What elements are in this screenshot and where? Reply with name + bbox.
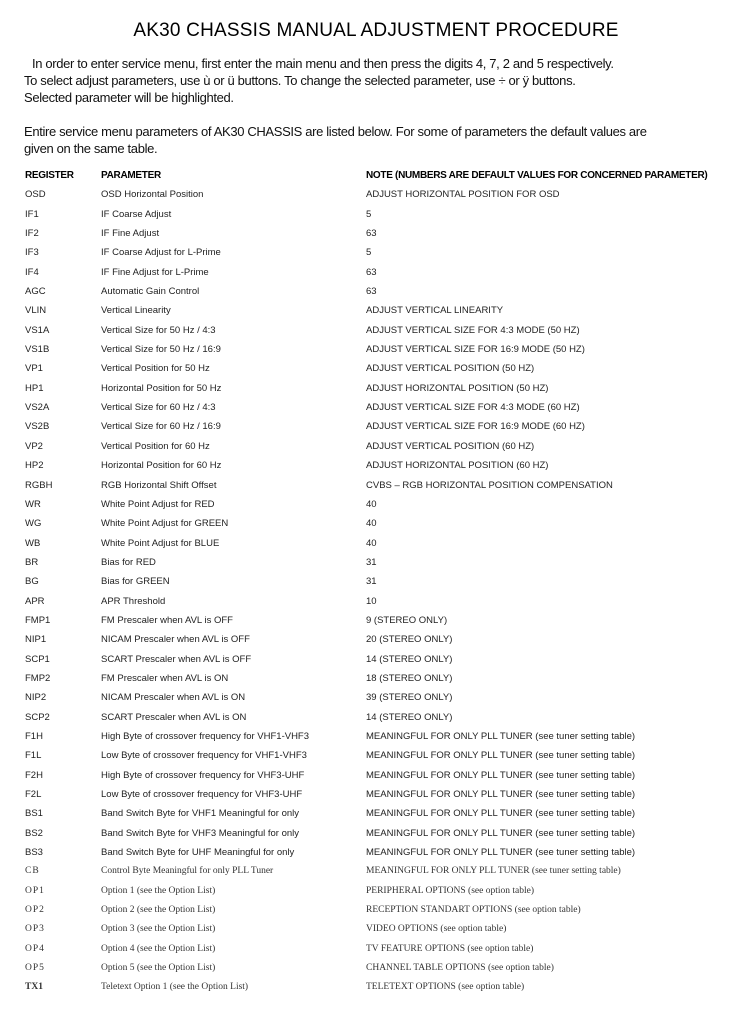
table-row	[0, 514, 752, 533]
parameter-cell: Option 4 (see the Option List)	[101, 943, 216, 954]
table-header-row	[0, 166, 752, 185]
note-cell: 40	[366, 498, 377, 510]
note-cell: 63	[366, 228, 377, 240]
parameter-cell: SCART Prescaler when AVL is OFF	[101, 653, 252, 665]
register-cell: HP1	[25, 382, 44, 394]
parameter-cell: NICAM Prescaler when AVL is ON	[101, 692, 246, 704]
register-cell: OP2	[25, 905, 45, 916]
register-cell: IF4	[25, 266, 39, 278]
table-row	[0, 708, 752, 727]
table-row	[0, 301, 752, 320]
parameter-cell: Vertical Size for 60 Hz / 16:9	[101, 421, 221, 433]
parameter-cell: White Point Adjust for RED	[101, 498, 215, 510]
parameter-cell: Option 5 (see the Option List)	[101, 963, 216, 974]
table-row	[0, 495, 752, 514]
register-cell: OP3	[25, 924, 45, 935]
parameter-cell: FM Prescaler when AVL is OFF	[101, 614, 233, 626]
register-cell: NIP2	[25, 692, 47, 704]
table-row	[0, 862, 752, 881]
register-cell: AGC	[25, 286, 46, 298]
note-cell: MEANINGFUL FOR ONLY PLL TUNER (see tuner setting table)	[366, 789, 636, 800]
register-cell: VS2A	[25, 402, 50, 414]
table-row	[0, 476, 752, 495]
table-row	[0, 572, 752, 591]
parameter-cell: Vertical Size for 50 Hz / 4:3	[101, 324, 216, 336]
register-cell: BS1	[25, 808, 43, 820]
register-cell: BG	[25, 576, 39, 588]
register-cell: VP2	[25, 440, 43, 452]
register-cell: FMP2	[25, 672, 51, 684]
register-cell: VP1	[25, 363, 43, 375]
table-row	[0, 727, 752, 746]
note-cell: ADJUST HORIZONTAL POSITION (50 HZ)	[366, 382, 549, 394]
parameter-cell: Automatic Gain Control	[101, 286, 200, 298]
parameter-cell: Band Switch Byte for VHF3 Meaningful for only	[101, 827, 300, 839]
parameter-cell: Option 2 (see the Option List)	[101, 905, 216, 916]
table-row	[0, 224, 752, 243]
register-cell: VS1B	[25, 344, 50, 356]
note-cell: ADJUST VERTICAL SIZE FOR 16:9 MODE (60 HZ)	[366, 421, 585, 433]
register-cell: SCP1	[25, 653, 50, 665]
parameter-cell: NICAM Prescaler when AVL is OFF	[101, 634, 250, 646]
note-cell: 14 (STEREO ONLY)	[366, 653, 453, 665]
table-row	[0, 437, 752, 456]
register-cell: OP5	[25, 963, 45, 974]
table-row	[0, 592, 752, 611]
table-row	[0, 901, 752, 920]
table-row	[0, 824, 752, 843]
register-cell: IF1	[25, 208, 39, 220]
note-cell: ADJUST VERTICAL SIZE FOR 4:3 MODE (50 HZ)	[366, 324, 580, 336]
register-cell: SCP2	[25, 711, 50, 723]
parameter-cell: RGB Horizontal Shift Offset	[101, 479, 217, 491]
table-row	[0, 804, 752, 823]
register-cell: BR	[25, 556, 39, 568]
page-title: AK30 CHASSIS MANUAL ADJUSTMENT PROCEDURE	[133, 20, 619, 41]
note-cell: VIDEO OPTIONS (see option table)	[366, 924, 507, 935]
table-row	[0, 243, 752, 262]
table-row	[0, 978, 752, 997]
note-cell: CHANNEL TABLE OPTIONS (see option table)	[366, 963, 554, 974]
intro-line-4: Entire service menu parameters of AK30 CHASSIS are listed below. For some of parameters the default values are	[24, 124, 647, 139]
parameter-cell: Band Switch Byte for VHF1 Meaningful for only	[101, 808, 300, 820]
register-cell: NIP1	[25, 634, 47, 646]
note-cell: MEANINGFUL FOR ONLY PLL TUNER (see tuner setting table)	[366, 769, 636, 781]
note-cell: 31	[366, 576, 377, 588]
table-row	[0, 379, 752, 398]
note-cell: 5	[366, 208, 372, 220]
table-row	[0, 205, 752, 224]
register-cell: OSD	[25, 189, 46, 201]
intro-line-1: In order to enter service menu, first enter the main menu and then press the digits 4, 7, 2 and 5 respectively.	[32, 56, 614, 71]
note-cell: 63	[366, 286, 377, 298]
table-row	[0, 340, 752, 359]
register-cell: WR	[25, 498, 41, 510]
parameter-cell: APR Threshold	[101, 595, 166, 607]
parameter-cell: Horizontal Position for 50 Hz	[101, 382, 222, 394]
parameter-cell: IF Fine Adjust	[101, 228, 160, 240]
note-cell: ADJUST VERTICAL SIZE FOR 4:3 MODE (60 HZ)	[366, 402, 580, 414]
note-cell: MEANINGFUL FOR ONLY PLL TUNER (see tuner setting table)	[366, 847, 636, 859]
table-row	[0, 959, 752, 978]
note-cell: 39 (STEREO ONLY)	[366, 692, 453, 704]
intro-line-2: To select adjust parameters, use ù or ü buttons. To change the selected parameter, use ÷ or ÿ buttons.	[24, 73, 576, 88]
table-row	[0, 359, 752, 378]
intro-line-3: Selected parameter will be highlighted.	[24, 90, 234, 105]
table-row	[0, 611, 752, 630]
note-cell: TV FEATURE OPTIONS (see option table)	[366, 943, 534, 954]
note-cell: 40	[366, 537, 377, 549]
register-cell: IF3	[25, 247, 39, 259]
parameter-cell: Low Byte of crossover frequency for VHF3-UHF	[101, 789, 303, 800]
header-parameter: PARAMETER	[101, 170, 161, 181]
parameter-cell: SCART Prescaler when AVL is ON	[101, 711, 247, 723]
parameter-cell: High Byte of crossover frequency for VHF3-UHF	[101, 769, 305, 781]
parameter-cell: Option 3 (see the Option List)	[101, 924, 216, 935]
parameter-cell: Horizontal Position for 60 Hz	[101, 460, 222, 472]
header-note: NOTE (NUMBERS ARE DEFAULT VALUES FOR CONCERNED PARAMETER)	[366, 170, 708, 181]
parameter-cell: White Point Adjust for BLUE	[101, 537, 220, 549]
table-row	[0, 669, 752, 688]
register-cell: CB	[25, 866, 40, 877]
header-register: REGISTER	[25, 170, 74, 181]
parameter-cell: Bias for RED	[101, 556, 156, 568]
note-cell: ADJUST VERTICAL LINEARITY	[366, 305, 504, 317]
table-row	[0, 263, 752, 282]
table-row	[0, 650, 752, 669]
table-row	[0, 630, 752, 649]
note-cell: ADJUST VERTICAL SIZE FOR 16:9 MODE (50 HZ)	[366, 344, 585, 356]
register-cell: F1L	[25, 750, 42, 762]
parameter-table	[0, 166, 752, 998]
register-cell: BS2	[25, 827, 43, 839]
note-cell: 63	[366, 266, 377, 278]
register-cell: IF2	[25, 228, 39, 240]
table-row	[0, 920, 752, 939]
parameter-cell: High Byte of crossover frequency for VHF1-VHF3	[101, 730, 310, 742]
note-cell: PERIPHERAL OPTIONS (see option table)	[366, 885, 534, 896]
note-cell: 10	[366, 595, 377, 607]
table-row	[0, 688, 752, 707]
table-row	[0, 843, 752, 862]
parameter-cell: Bias for GREEN	[101, 576, 170, 588]
parameter-cell: Vertical Size for 60 Hz / 4:3	[101, 402, 216, 414]
register-cell: F1H	[25, 730, 43, 742]
table-row	[0, 185, 752, 204]
note-cell: ADJUST HORIZONTAL POSITION FOR OSD	[366, 189, 560, 201]
note-cell: 40	[366, 518, 377, 530]
note-cell: 14 (STEREO ONLY)	[366, 711, 453, 723]
parameter-cell: Vertical Linearity	[101, 305, 171, 317]
table-row	[0, 746, 752, 765]
register-cell: WB	[25, 537, 41, 549]
intro-line-5: given on the same table.	[24, 141, 158, 156]
parameter-cell: Vertical Position for 60 Hz	[101, 440, 210, 452]
note-cell: MEANINGFUL FOR ONLY PLL TUNER (see tuner setting table)	[366, 866, 621, 877]
note-cell: ADJUST VERTICAL POSITION (60 HZ)	[366, 440, 535, 452]
note-cell: TELETEXT OPTIONS (see option table)	[366, 982, 525, 993]
parameter-cell: Option 1 (see the Option List)	[101, 885, 216, 896]
register-cell: F2L	[25, 789, 42, 800]
parameter-cell: IF Coarse Adjust for L-Prime	[101, 247, 221, 259]
intro-text	[24, 55, 744, 157]
note-cell: 5	[366, 247, 372, 259]
table-row	[0, 417, 752, 436]
register-cell: VS1A	[25, 324, 50, 336]
note-cell: 31	[366, 556, 377, 568]
table-row	[0, 940, 752, 959]
register-cell: OP4	[25, 943, 45, 954]
parameter-cell: Band Switch Byte for UHF Meaningful for only	[101, 847, 295, 859]
note-cell: MEANINGFUL FOR ONLY PLL TUNER (see tuner setting table)	[366, 750, 636, 762]
note-cell: ADJUST VERTICAL POSITION (50 HZ)	[366, 363, 535, 375]
parameter-cell: Vertical Position for 50 Hz	[101, 363, 210, 375]
register-cell: HP2	[25, 460, 44, 472]
table-row	[0, 785, 752, 804]
note-cell: MEANINGFUL FOR ONLY PLL TUNER (see tuner setting table)	[366, 808, 636, 820]
note-cell: RECEPTION STANDART OPTIONS (see option table)	[366, 905, 581, 916]
note-cell: ADJUST HORIZONTAL POSITION (60 HZ)	[366, 460, 549, 472]
table-row	[0, 534, 752, 553]
register-cell: TX1	[25, 982, 43, 993]
table-row	[0, 282, 752, 301]
table-row	[0, 456, 752, 475]
parameter-cell: Low Byte of crossover frequency for VHF1-VHF3	[101, 750, 307, 762]
register-cell: APR	[25, 595, 45, 607]
register-cell: BS3	[25, 847, 43, 859]
table-row	[0, 321, 752, 340]
parameter-cell: OSD Horizontal Position	[101, 189, 204, 201]
register-cell: VLIN	[25, 305, 47, 317]
note-cell: 18 (STEREO ONLY)	[366, 672, 453, 684]
parameter-cell: Control Byte Meaningful for only PLL Tuner	[101, 866, 274, 877]
parameter-cell: White Point Adjust for GREEN	[101, 518, 229, 530]
register-cell: OP1	[25, 885, 45, 896]
parameter-cell: Teletext Option 1 (see the Option List)	[101, 982, 249, 993]
table-row	[0, 766, 752, 785]
parameter-cell: IF Coarse Adjust	[101, 208, 172, 220]
register-cell: FMP1	[25, 614, 51, 626]
table-row	[0, 398, 752, 417]
note-cell: MEANINGFUL FOR ONLY PLL TUNER (see tuner setting table)	[366, 730, 636, 742]
register-cell: F2H	[25, 769, 43, 781]
parameter-cell: IF Fine Adjust for L-Prime	[101, 266, 209, 278]
note-cell: 20 (STEREO ONLY)	[366, 634, 453, 646]
register-cell: WG	[25, 518, 42, 530]
register-cell: RGBH	[25, 479, 53, 491]
note-cell: MEANINGFUL FOR ONLY PLL TUNER (see tuner setting table)	[366, 827, 636, 839]
register-cell: VS2B	[25, 421, 50, 433]
note-cell: 9 (STEREO ONLY)	[366, 614, 448, 626]
table-row	[0, 882, 752, 901]
note-cell: CVBS – RGB HORIZONTAL POSITION COMPENSATION	[366, 479, 613, 491]
table-row	[0, 553, 752, 572]
parameter-cell: FM Prescaler when AVL is ON	[101, 672, 229, 684]
parameter-cell: Vertical Size for 50 Hz / 16:9	[101, 344, 221, 356]
